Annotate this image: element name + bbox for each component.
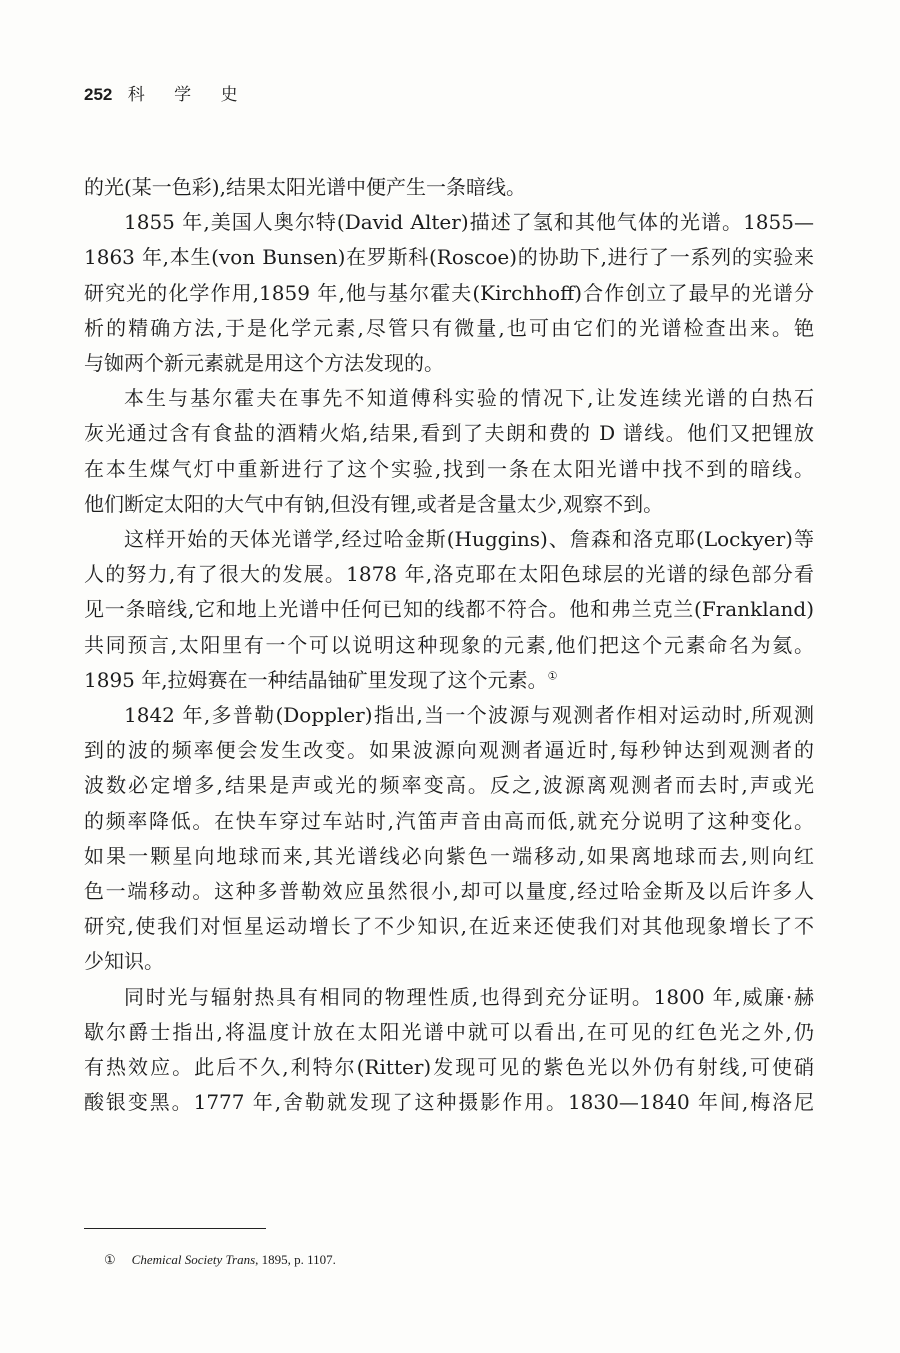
text-line: 他们断定太阳的大气中有钠,但没有锂,或者是含量太少,观察不到。 [84, 491, 664, 516]
text-line: 1863 年,本生(von Bunsen)在罗斯科(Roscoe)的协助下,进行了一系列的实验来 [84, 245, 814, 270]
text-line: 人的努力,有了很大的发展。1878 年,洛克耶在太阳色球层的光谱的绿色部分看 [84, 562, 814, 587]
running-header [84, 80, 250, 105]
text-line: 共同预言,太阳里有一个可以说明这种现象的元素,他们把这个元素命名为氦。 [84, 632, 814, 657]
footnote [104, 1252, 336, 1268]
footnote-ref: ① [547, 669, 558, 683]
text-line: 酸银变黑。1777 年,舍勒就发现了这种摄影作用。1830—1840 年间,梅洛尼 [84, 1090, 814, 1115]
text-line: 本生与基尔霍夫在事先不知道傅科实验的情况下,让发连续光谱的白热石 [124, 386, 814, 411]
body-text [84, 170, 814, 1120]
text-line: 到的波的频率便会发生改变。如果波源向观测者逼近时,每秒钟达到观测者的 [84, 738, 814, 763]
text-line: 灰光通过含有食盐的酒精火焰,结果,看到了夫朗和费的 D 谱线。他们又把锂放 [84, 421, 814, 446]
footnote-divider [84, 1228, 266, 1229]
text-line: 这样开始的天体光谱学,经过哈金斯(Huggins)、詹森和洛克耶(Lockyer)等 [124, 527, 814, 552]
text-line: 在本生煤气灯中重新进行了这个实验,找到一条在太阳光谱中找不到的暗线。 [84, 456, 814, 481]
text-line: 的频率降低。在快车穿过车站时,汽笛声音由高而低,就充分说明了这种变化。 [84, 808, 814, 833]
text-line: 析的精确方法,于是化学元素,尽管只有微量,也可由它们的光谱检查出来。铯 [84, 315, 814, 340]
book-title: 科 学 史 [127, 85, 250, 105]
footnote-mark: ① [104, 1252, 116, 1267]
text-line: 见一条暗线,它和地上光谱中任何已知的线都不符合。他和弗兰克兰(Frankland) [84, 597, 814, 622]
text-line: 色一端移动。这种多普勒效应虽然很小,却可以量度,经过哈金斯及以后许多人 [84, 879, 814, 904]
text-line: 与铷两个新元素就是用这个方法发现的。 [84, 351, 444, 376]
page-number: 252 [84, 85, 113, 104]
text-line: 少知识。 [84, 949, 164, 974]
text-line: 同时光与辐射热具有相同的物理性质,也得到充分证明。1800 年,威廉·赫 [124, 984, 814, 1009]
text-line: 歇尔爵士指出,将温度计放在太阳光谱中就可以看出,在可见的红色光之外,仍 [84, 1019, 814, 1044]
text-line: 研究,使我们对恒星运动增长了不少知识,在近来还使我们对其他现象增长了不 [84, 914, 814, 939]
text-line [84, 663, 814, 698]
text-line: 研究光的化学作用,1859 年,他与基尔霍夫(Kirchhoff)合作创立了最早的光谱分 [84, 280, 814, 305]
text-line: 1842 年,多普勒(Doppler)指出,当一个波源与观测者作相对运动时,所观测 [124, 703, 814, 728]
text-line: 如果一颗星向地球而来,其光谱线必向紫色一端移动,如果离地球而去,则向红 [84, 843, 814, 868]
text-line: 的光(某一色彩),结果太阳光谱中便产生一条暗线。 [84, 175, 526, 199]
text-line: 1855 年,美国人奥尔特(David Alter)描述了氢和其他气体的光谱。1855— [124, 210, 814, 235]
footnote-journal: Chemical Society Trans [131, 1252, 256, 1267]
footnote-citation: , 1895, p. 1107. [255, 1252, 336, 1267]
text-line-content: 1895 年,拉姆赛在一种结晶铀矿里发现了这个元素。 [84, 667, 548, 692]
text-line: 波数必定增多,结果是声或光的频率变高。反之,波源离观测者而去时,声或光 [84, 773, 814, 798]
text-line: 有热效应。此后不久,利特尔(Ritter)发现可见的紫色光以外仍有射线,可使硝 [84, 1055, 814, 1080]
